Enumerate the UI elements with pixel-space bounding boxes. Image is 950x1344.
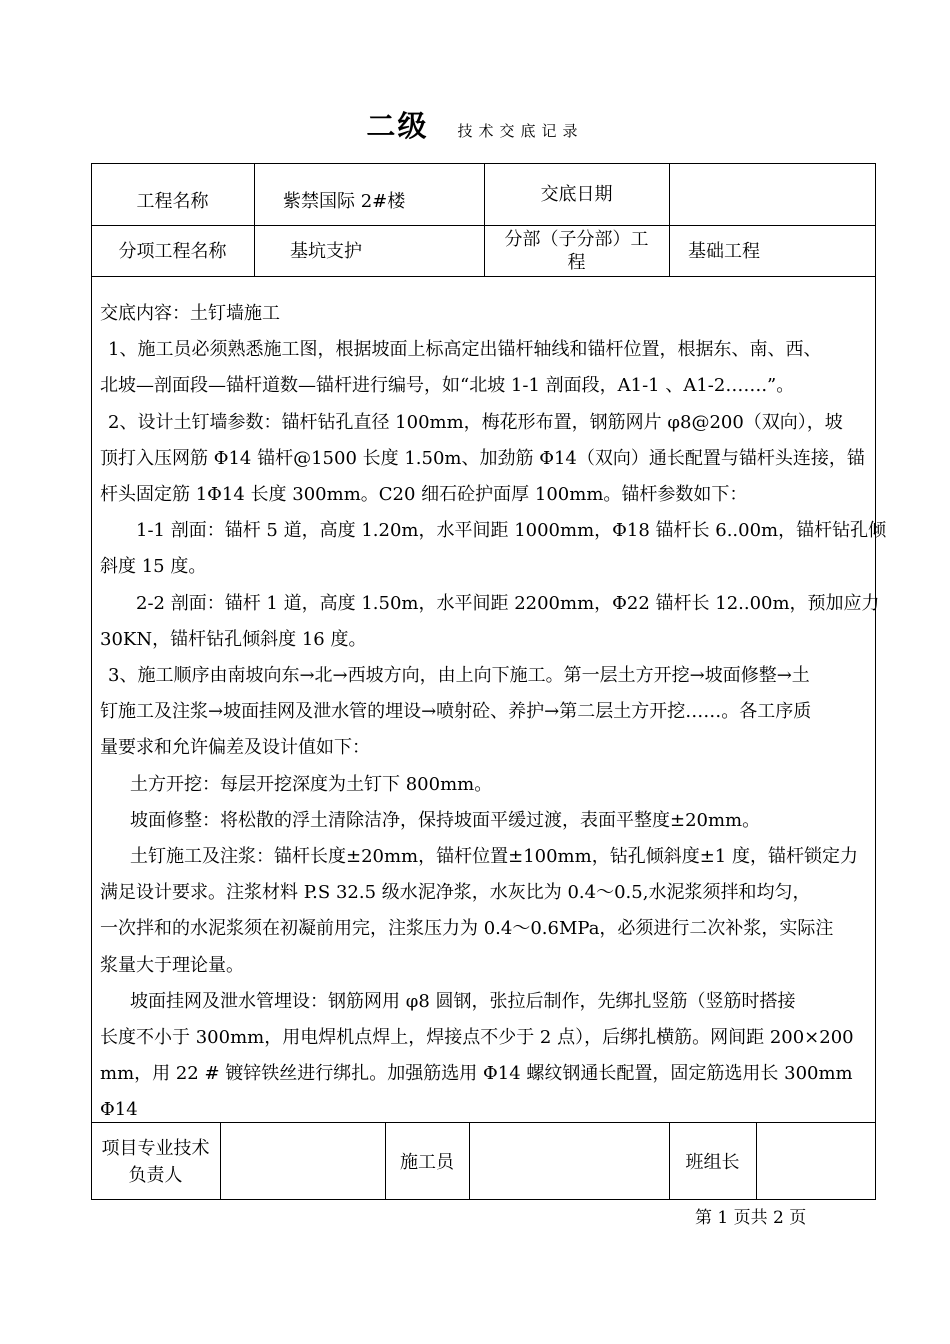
builder-label: 施工员 [400,1152,454,1173]
sig-divider-1 [220,1122,221,1200]
disclosure-content [100,296,885,1129]
content-line: Φ14 [100,1099,138,1121]
division-label-line2: 程 [567,252,586,273]
page-number: 第 1 页共 2 页 [695,1208,807,1228]
row-divider-2 [91,276,876,277]
content-line: 1-1 剖面：锚杆 5 道，高度 1.20m，水平间距 1000mm，Φ18 锚杆长 6..00m，锚杆钻孔倾 [136,520,887,542]
content-line: 土钉施工及注浆：锚杆长度±20mm，锚杆位置±100mm，钻孔倾斜度±1 度，锚杆锁定力 [130,846,858,868]
col-divider-3 [669,163,670,276]
content-line: 土方开挖：每层开挖深度为土钉下 800mm。 [130,773,493,795]
content-line: 3、施工顺序由南坡向东→北→西坡方向，由上向下施工。第一层土方开挖→坡面修整→土 [108,665,810,687]
content-line: 长度不小于 300mm，用电焊机点焊上，焊接点不少于 2 点），后绑扎横筋。网间距 200×200 [100,1027,854,1049]
division-value: 基础工程 [688,241,760,262]
sub-project-label: 分项工程名称 [118,241,227,262]
content-line: 坡面修整：将松散的浮土清除洁净，保持坡面平缓过渡，表面平整度±20mm。 [130,809,761,831]
sig-divider-5 [756,1122,757,1200]
tech-lead-label [91,1135,220,1189]
project-name-value: 紫禁国际 2#楼 [283,191,406,212]
division-label [484,228,669,274]
team-leader-label: 班组长 [685,1152,740,1173]
title-main-2: 级 [397,109,429,143]
content-line: 坡面挂网及泄水管埋设：钢筋网用 φ8 圆钢，张拉后制作，先绑扎竖筋（竖筋时搭接 [130,990,796,1012]
col-divider-1 [254,163,255,276]
content-line: 1、施工员必须熟悉施工图，根据坡面上标高定出锚杆轴线和锚杆位置，根据东、南、西、 [108,339,822,361]
content-line: 交底内容：土钉墙施工 [100,303,280,324]
sig-divider-3 [469,1122,470,1200]
tech-lead-label-line2: 负责人 [128,1165,183,1186]
content-line: 满足设计要求。注浆材料 P.S 32.5 级水泥净浆，水灰比为 0.4～0.5,水泥浆须拌和均匀， [100,882,811,904]
sub-project-value: 基坑支护 [290,241,362,262]
content-line: 北坡—剖面段—锚杆道数—锚杆进行编号，如“北坡 1-1 剖面段，A1-1 、A1-2…….”。 [100,375,795,397]
title-subtitle: 技术交底记录 [457,122,584,140]
division-label-line1: 分部（子分部）工 [504,229,649,250]
content-line: 2-2 剖面：锚杆 1 道，高度 1.50m，水平间距 2200mm，Φ22 锚杆长 12..00m，预加应力 [136,592,880,614]
content-line: mm，用 22 # 镀锌铁丝进行绑扎。加强筋选用 Φ14 螺纹钢通长配置，固定筋选用长 300mm [100,1063,853,1085]
content-line: 一次拌和的水泥浆须在初凝前用完，注浆压力为 0.4～0.6MPa，必须进行二次补浆，实际注 [100,918,834,940]
content-line: 浆量大于理论量。 [100,954,244,976]
content-line: 量要求和允许偏差及设计值如下： [100,737,370,759]
content-line: 2、设计土钉墙参数：锚杆钻孔直径 100mm，梅花形布置，钢筋网片 φ8@200（双向），坡 [108,411,843,433]
document-title [0,104,950,145]
content-line: 钉施工及注浆→坡面挂网及泄水管的埋设→喷射砼、养护→第二层土方开挖……。各工序质 [100,701,812,723]
content-line: 30KN，锚杆钻孔倾斜度 16 度。 [100,628,367,650]
title-main-1: 二 [366,109,398,143]
tech-lead-label-line1: 项目专业技术 [101,1138,210,1159]
content-line: 杆头固定筋 1Φ14 长度 300mm。C20 细石砼护面厚 100mm。锚杆参数如下： [100,484,748,506]
project-name-label: 工程名称 [136,191,209,212]
date-label: 交底日期 [540,184,613,205]
content-line: 斜度 15 度。 [100,556,207,578]
content-line: 顶打入压网筋 Φ14 锚杆@1500 长度 1.50m、加劲筋 Φ14（双向）通长配置与锚杆头连接，锚 [100,447,865,469]
